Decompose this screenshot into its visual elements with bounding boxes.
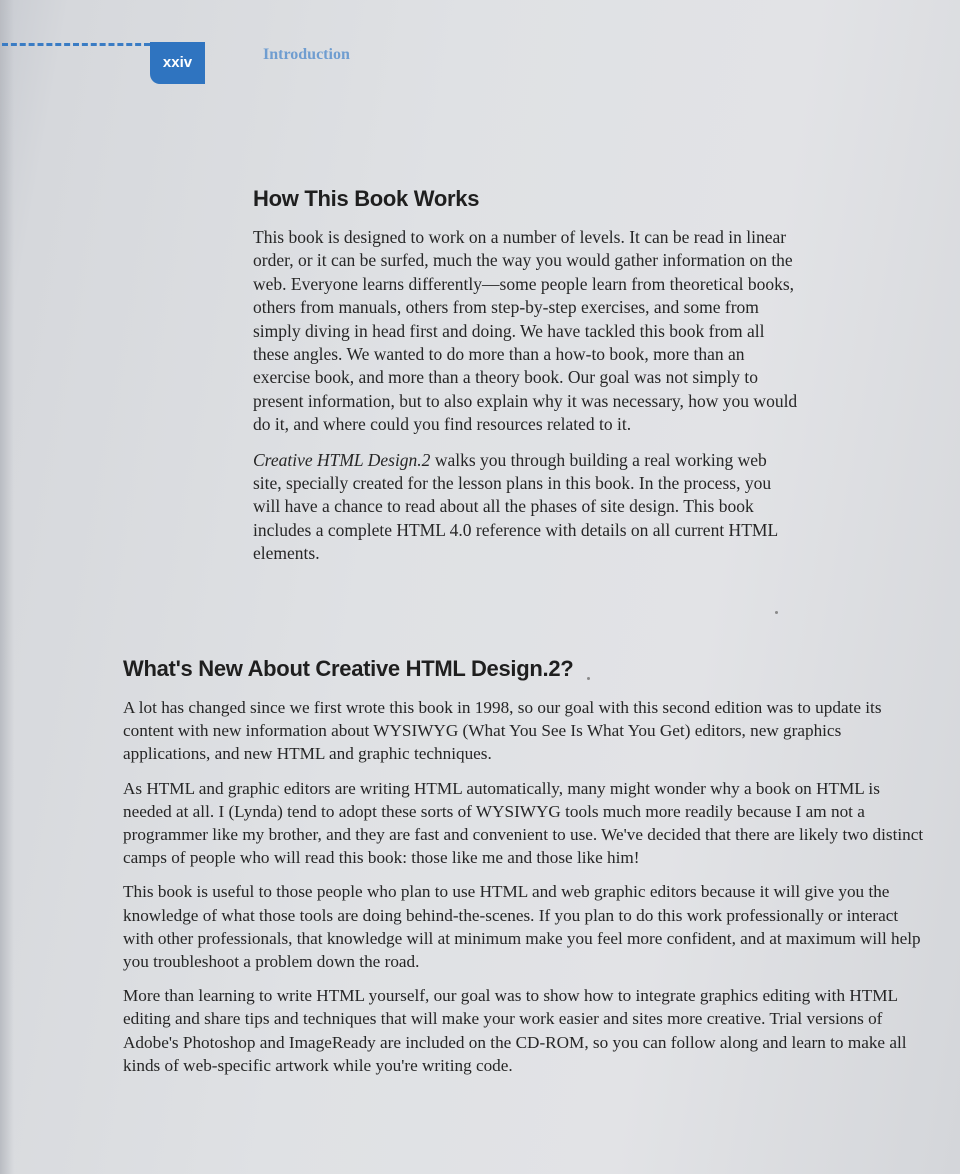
section-whats-new [123,656,928,1077]
paragraph [253,449,799,566]
section-how-this-book-works [253,186,799,566]
page-number-tab [150,42,205,84]
paragraph: A lot has changed since we first wrote this book in 1998, so our goal with this second edition was to update its content with new information about WYSIWYG (What You See Is What You Get) editors, new graphics applications, and new HTML and graphic techniques. [123,698,882,764]
section-heading: What's New About Creative HTML Design.2? [123,656,574,681]
page-number: xxiv [162,53,193,71]
paragraph: As HTML and graphic editors are writing HTML automatically, many might wonder why a book on HTML is needed at all. I (Lynda) tend to adopt these sorts of WYSIWYG tools much more readily because I am not a programmer like my brother, and they are fast and convenient to use. We've decided that there are likely two distinct camps of people who will read this book: those like me and those like him! [123,778,924,868]
running-head: Introduction [263,46,350,63]
paragraph: This book is designed to work on a number of levels. It can be read in linear order, or it can be surfed, much the way you would gather information on the web. Everyone learns differently—some people learn from theoretical books, others from manuals, others from step-by-step exercises, and some from simply diving in head first and doing. We have tackled this book from all these angles. We wanted to do more than a how-to book, more than an exercise book, and more than a theory book. Our goal was not simply to present information, but to also explain why it was necessary, how you would do it, and where could you find resources related to it. [253,227,798,435]
print-speck [775,611,778,614]
paragraph: More than learning to write HTML yourself, our goal was to show how to integrate graphics editing with HTML editing and share tips and techniques that will make your work easier and sites more creative. Trial versions of Adobe's Photoshop and ImageReady are included on the CD-ROM, so you can follow along and learn to make all kinds of web-specific artwork while you're writing code. [123,986,907,1075]
page-gutter-shadow [0,0,14,1174]
section-heading: How This Book Works [253,186,480,211]
paragraph: This book is useful to those people who plan to use HTML and web graphic editors because it will give you the knowledge of what those tools are doing behind-the-scenes. If you plan to do this work professionally or interact with other professionals, that knowledge will at minimum make you feel more confident, and at maximum will help you troubleshoot a problem down the road. [123,882,921,972]
header-dashed-rule [2,43,150,46]
paragraph-text: walks you through building a real working web site, specially created for the lesson plans in this book. In the process, you will have a chance to read about all the phases of site design. This book includes a complete HTML 4.0 reference with details on all current HTML elements. [253,449,778,564]
book-title: Creative HTML Design.2 [253,449,431,470]
